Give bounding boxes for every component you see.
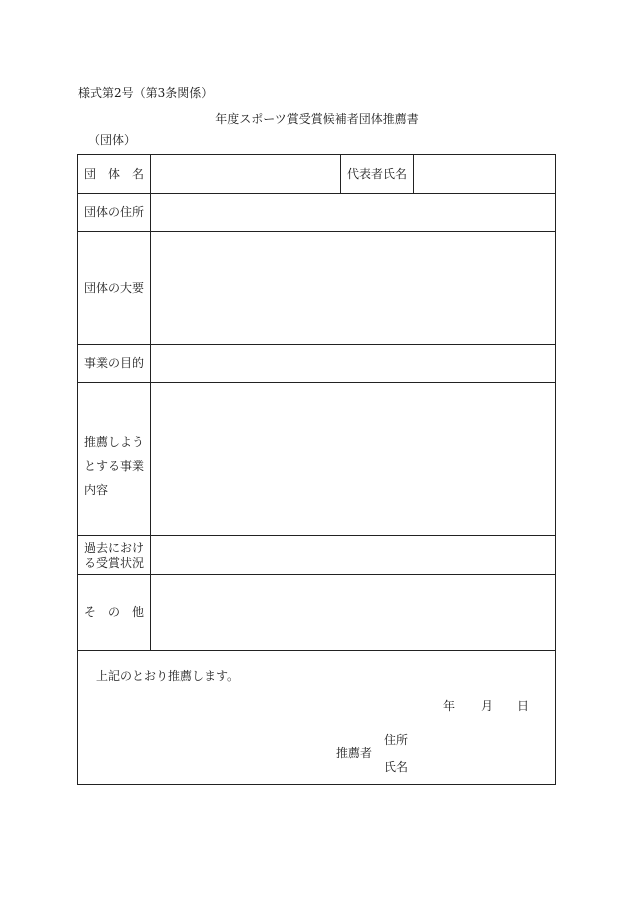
row-divider (78, 650, 555, 651)
project-content-field[interactable] (151, 383, 556, 535)
past-awards-label-line: る受賞状況 (84, 556, 145, 570)
group-name-field[interactable] (228, 155, 340, 193)
representative-name-field[interactable] (414, 155, 556, 193)
past-awards-label-line: 過去におけ (84, 541, 145, 555)
project-purpose-field[interactable] (151, 345, 556, 382)
form-number: 様式第2号（第3条関係） (78, 86, 214, 100)
project-content-label-line: とする事業 (84, 459, 145, 473)
group-address-field[interactable] (151, 194, 556, 231)
recommendation-form-table (77, 154, 556, 785)
recommender-name-label: 氏名 (384, 760, 409, 774)
project-content-label-line: 推薦しよう (84, 435, 145, 449)
representative-divider-left (340, 155, 341, 193)
date-day-label: 日 (517, 699, 530, 713)
category-label: （団体） (88, 133, 137, 147)
past-awards-field[interactable] (151, 536, 556, 574)
past-awards-label (84, 541, 144, 571)
group-address-label: 団体の住所 (84, 205, 145, 219)
group-name-label: 団 体 名 (84, 167, 145, 181)
group-overview-field[interactable] (151, 232, 556, 344)
document-title: 年度スポーツ賞受賞候補者団体推薦書 (215, 112, 419, 126)
date-month-label: 月 (481, 699, 494, 713)
project-content-label-line: 内容 (84, 483, 109, 497)
recommender-address-label: 住所 (384, 733, 409, 747)
group-overview-label: 団体の大要 (84, 281, 145, 295)
representative-name-label: 代表者氏名 (347, 167, 408, 181)
project-content-label (84, 430, 144, 502)
recommendation-statement: 上記のとおり推薦します。 (96, 669, 240, 683)
project-purpose-label: 事業の目的 (84, 356, 145, 370)
other-label: そ の 他 (84, 605, 145, 619)
recommender-label: 推薦者 (336, 746, 373, 760)
other-field[interactable] (151, 575, 556, 650)
date-year-label: 年 (443, 699, 456, 713)
